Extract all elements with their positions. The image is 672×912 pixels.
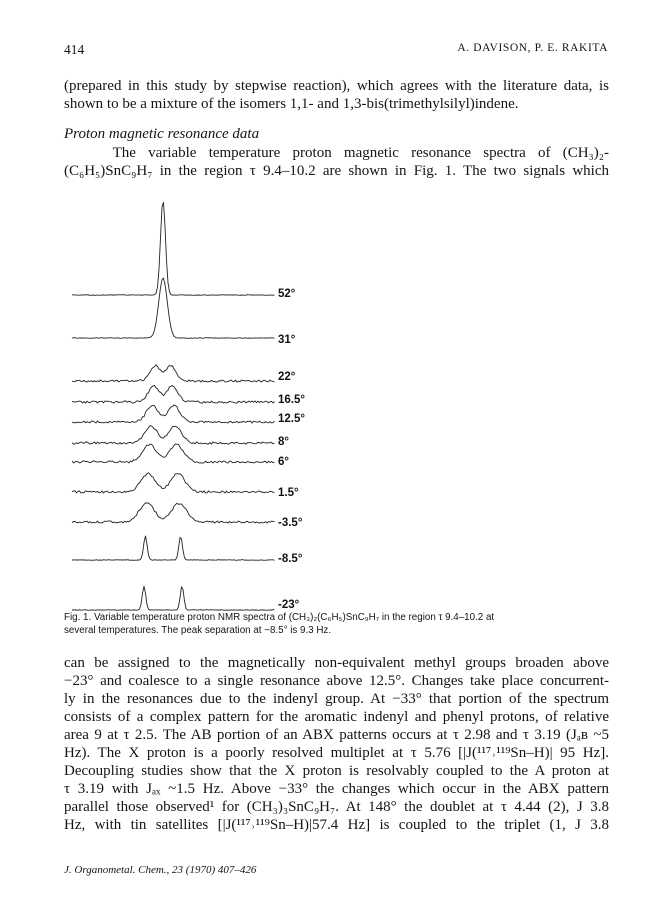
spectrum-trace	[72, 444, 275, 463]
page-number: 414	[64, 42, 85, 57]
temperature-label: 12.5°	[278, 413, 305, 425]
temperature-label: 1.5°	[278, 487, 299, 499]
temperature-label: 6°	[278, 456, 289, 468]
running-authors: A. DAVISON, P. E. RAKITA	[457, 42, 608, 54]
spectrum-trace	[72, 385, 275, 403]
caption-line: several temperatures. The peak separation at −8.5° is 9.3 Hz.	[64, 624, 332, 636]
text-line: can be assigned to the magnetically non-equivalent methyl groups broaden above	[64, 655, 609, 671]
text-line: consists of a complex pattern for the aromatic indenyl and phenyl protons, of relative	[64, 709, 609, 725]
text-line: Hz, with tin satellites [|J(¹¹⁷˒¹¹⁹Sn–H)|57.4 Hz] is coupled to the triplet (1, J 3.8	[64, 817, 609, 833]
text-line: The variable temperature proton magnetic resonance spectra of (CH₃)₂-	[64, 145, 609, 161]
journal-footer: J. Organometal. Chem., 23 (1970) 407–426	[64, 864, 257, 876]
intro-paragraph	[64, 77, 609, 113]
nmr-figure	[60, 190, 620, 630]
spectrum-trace	[72, 365, 275, 382]
text-line: shown to be a mixture of the isomers 1,1- and 1,3-bis(trimethylsilyl)indene.	[64, 96, 519, 112]
text-line: (prepared in this study by stepwise reaction), which agrees with the literature data, is	[64, 78, 609, 94]
spectrum-trace	[72, 503, 275, 523]
text-line: −23° and coalesce to a single resonance above 12.5°. Changes take place concurrent-	[64, 673, 609, 689]
text-line: (C₆H₅)SnC₉H₇ in the region τ 9.4–10.2 are shown in Fig. 1. The two signals which	[64, 163, 609, 179]
temperature-label: 8°	[278, 436, 289, 448]
spectrum-trace	[72, 405, 275, 423]
text-line: parallel those observed¹ for (CH₃)₃SnC₉H₇. At 148° the doublet at τ 4.44 (2), J 3.8	[64, 799, 609, 815]
section-heading: Proton magnetic resonance data	[64, 126, 260, 142]
nmr-spectra	[72, 202, 275, 610]
spectrum-trace	[72, 536, 275, 561]
temperature-label: 22°	[278, 371, 296, 383]
section-paragraph	[64, 144, 609, 180]
temperature-label: -3.5°	[278, 517, 303, 529]
spectrum-trace	[72, 426, 275, 445]
temperature-label: 16.5°	[278, 394, 305, 406]
spectrum-trace	[72, 278, 275, 338]
text-line: Hz). The X proton is a poorly resolved multiplet at τ 5.76 [|J(¹¹⁷˒¹¹⁹Sn–H)| 95 Hz].	[64, 745, 609, 761]
temperature-label: 31°	[278, 334, 296, 346]
body-paragraph	[64, 654, 609, 834]
text-line: Decoupling studies show that the X proton is resolvably coupled to the A proton at	[64, 763, 609, 779]
running-header	[64, 42, 608, 62]
temperature-label: -23°	[278, 599, 300, 611]
temperature-label: 52°	[278, 288, 296, 300]
temperature-label: -8.5°	[278, 553, 303, 565]
spectrum-trace	[72, 202, 275, 295]
temperature-labels	[278, 288, 305, 611]
text-line: ly in the resonances due to the indenyl group. At −33° that portion of the spectrum	[64, 691, 609, 707]
text-line: area 9 at τ 2.5. The AB portion of an ABX patterns occurs at τ 2.98 and τ 3.19 (Jₐʙ ~5	[64, 727, 609, 743]
spectrum-trace	[72, 473, 275, 493]
caption-line: Fig. 1. Variable temperature proton NMR spectra of (CH₃)₂(C₆H₅)SnC₉H₇ in the region τ 9.4–10.2 at	[64, 612, 495, 623]
figure-caption	[64, 612, 612, 637]
spectrum-trace	[72, 586, 275, 610]
text-line: τ 3.19 with Jₐₓ ~1.5 Hz. Above −33° the changes which occur in the ABX pattern	[64, 781, 609, 797]
